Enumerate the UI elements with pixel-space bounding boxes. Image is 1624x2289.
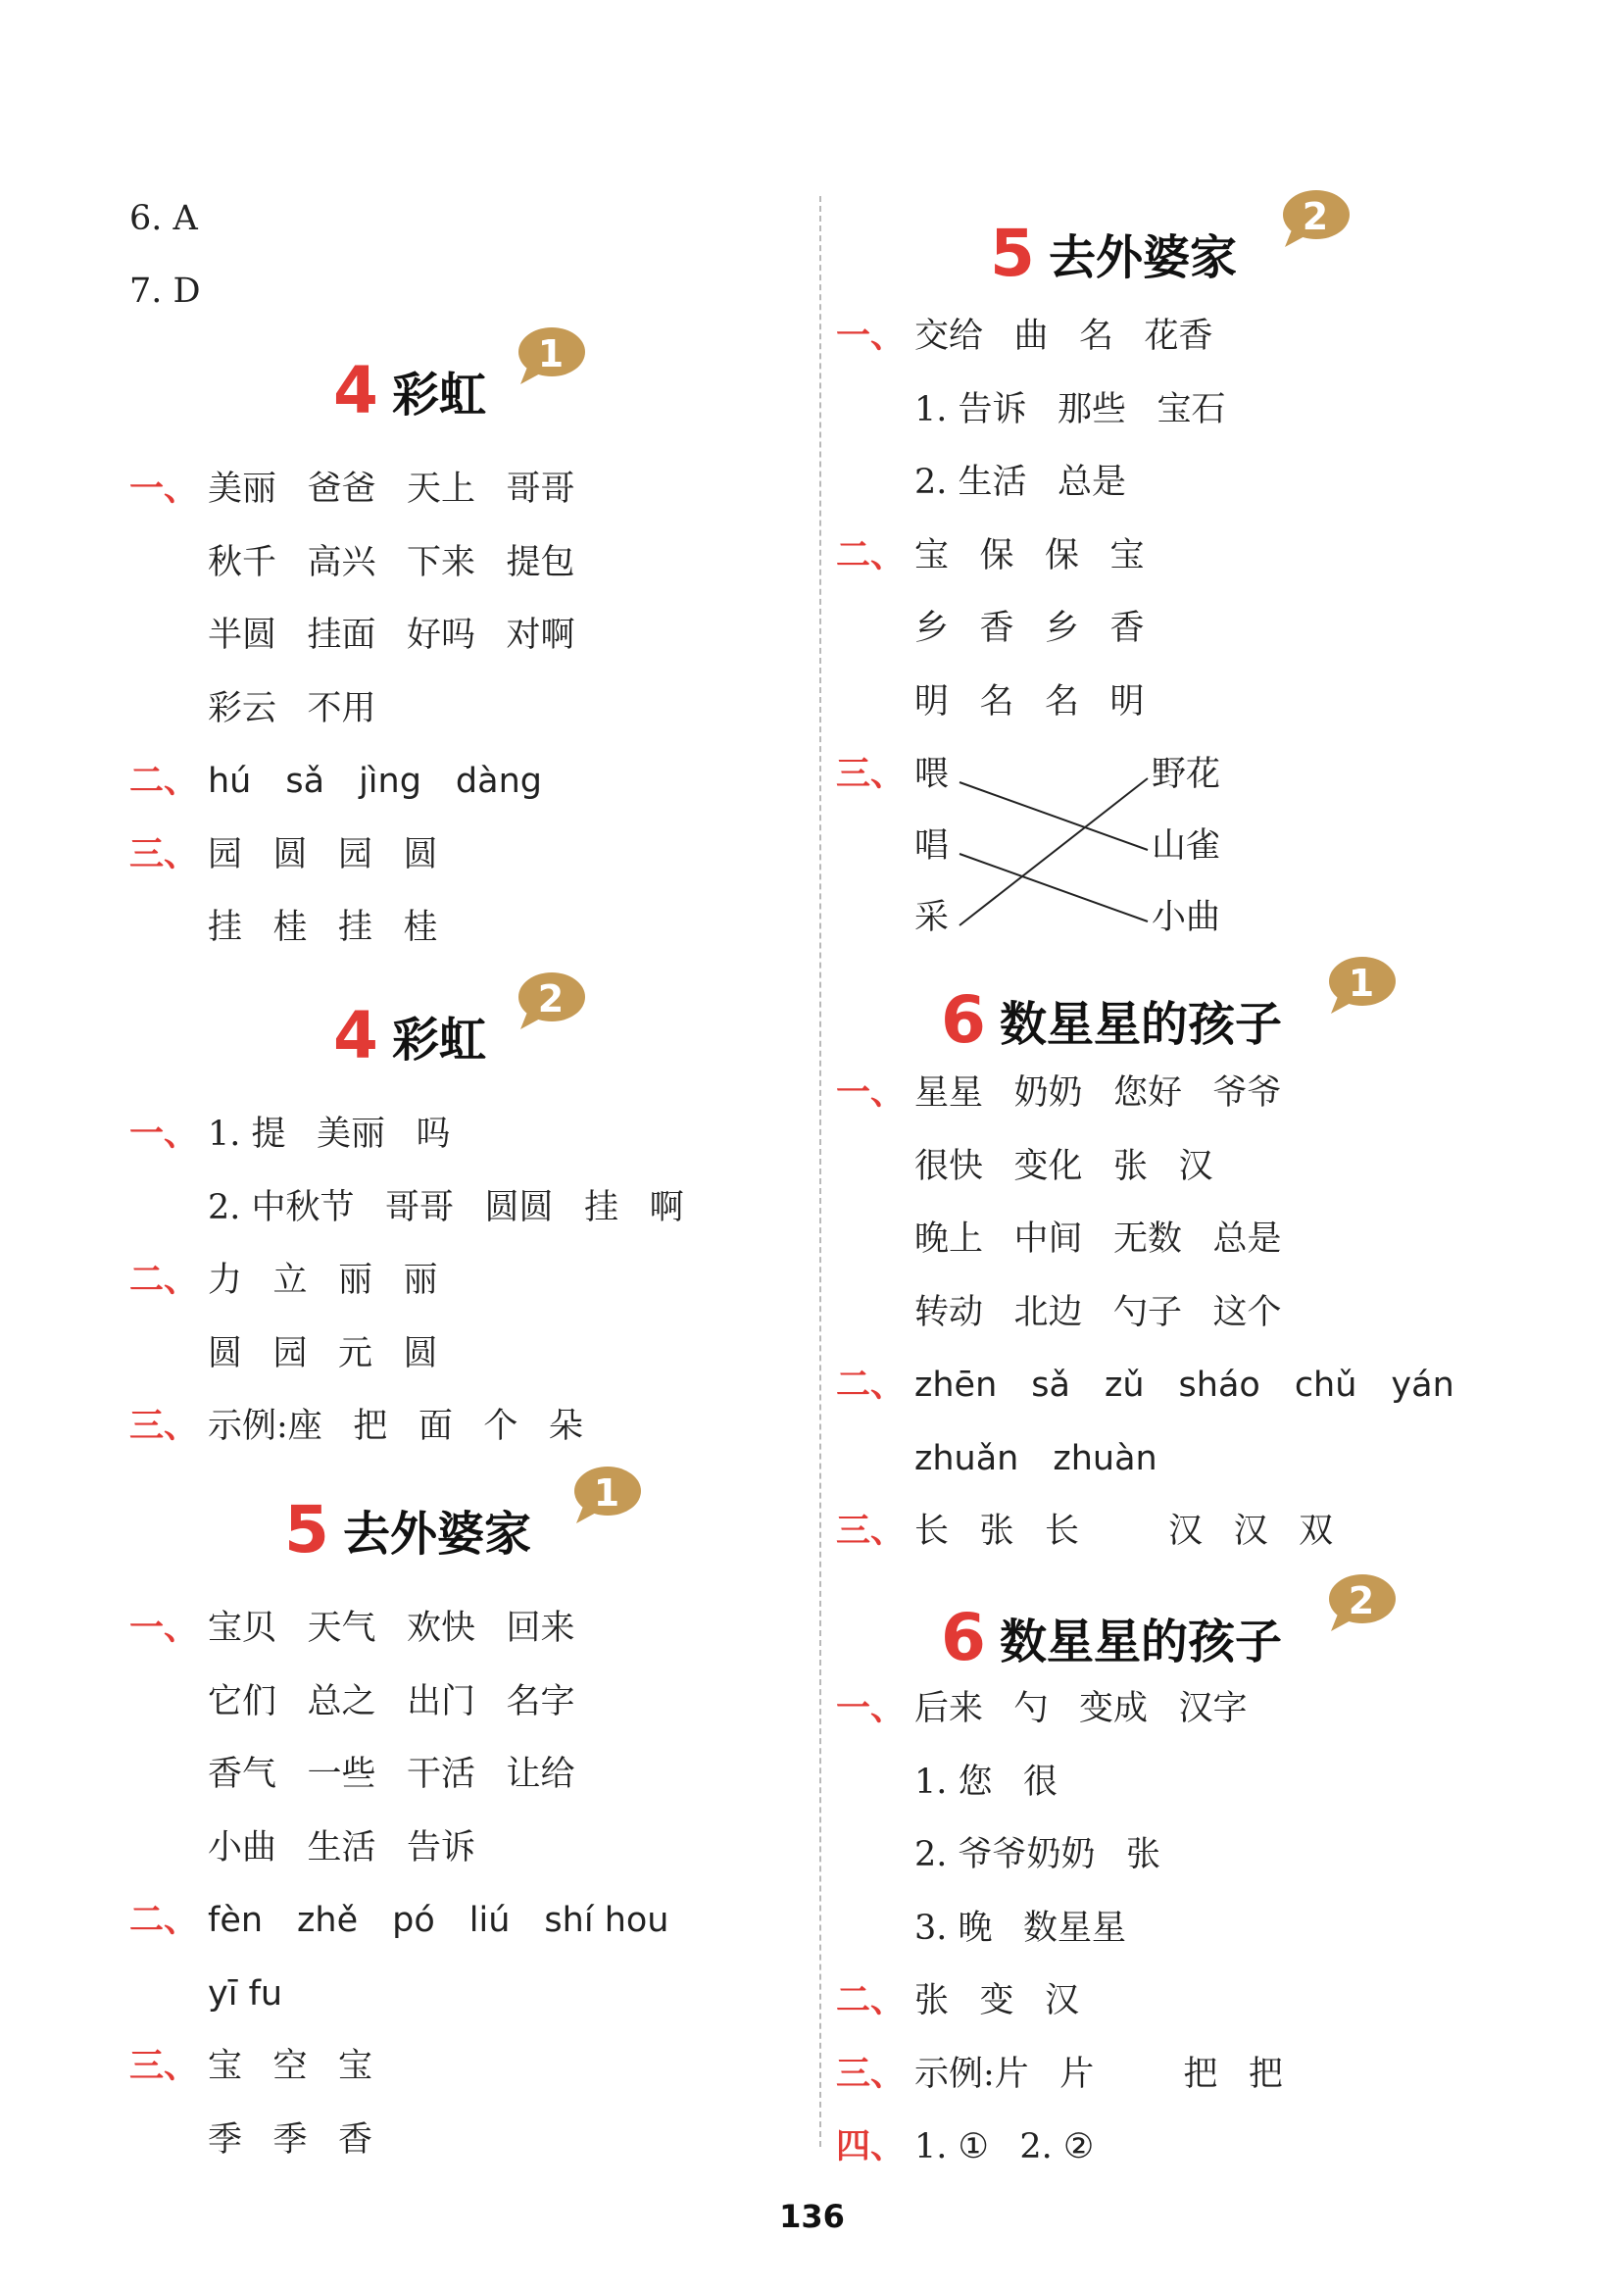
- answer-token: 天气: [307, 1609, 376, 1648]
- answer-token: 2. ②: [1019, 2127, 1095, 2166]
- badge-number: 2: [1302, 195, 1329, 238]
- badge-icon: [1325, 955, 1398, 1016]
- match-left-word: 采: [914, 898, 950, 937]
- answer-tokens: [208, 1677, 575, 1726]
- question-marker: 三、: [129, 2046, 199, 2086]
- question-marker: 二、: [836, 534, 906, 575]
- answer-tokens: [208, 830, 438, 879]
- answer-token: 汉: [1045, 1981, 1080, 2020]
- answer-token: 花香: [1144, 317, 1213, 356]
- answer-line: [836, 1069, 1282, 1118]
- question-marker: 三、: [129, 833, 199, 874]
- answer-token: 总是: [1212, 1219, 1282, 1259]
- badge-number: 1: [593, 1471, 620, 1515]
- question-marker: 二、: [129, 1260, 199, 1300]
- match-line: [960, 854, 1148, 921]
- answer-line: [129, 757, 576, 806]
- answer-token: 张: [979, 1512, 1014, 1551]
- answer-token: 宝: [338, 2047, 373, 2086]
- answer-tokens: [208, 1604, 575, 1653]
- answer-line: [129, 1110, 451, 1159]
- answer-token: 交给: [914, 317, 984, 356]
- answer-token: 哥哥: [385, 1187, 455, 1227]
- answer-token: 把: [353, 1407, 388, 1446]
- answer-line: [836, 1904, 1126, 1953]
- answer-token: 高兴: [307, 542, 376, 582]
- section-title: [333, 998, 486, 1076]
- answer-token: 宝: [208, 2047, 243, 2086]
- question-marker: 二、: [836, 1980, 906, 2020]
- answer-token: 宝贝: [208, 1609, 277, 1648]
- answer-token: fèn: [208, 1901, 264, 1940]
- answer-token: 奶奶: [1013, 1073, 1083, 1113]
- answer-line: [129, 465, 575, 514]
- answer-line: [836, 1507, 1333, 1556]
- lesson-number: 5: [284, 1492, 329, 1567]
- answer-token: 汉: [1178, 1146, 1213, 1186]
- lesson-number: 6: [941, 1600, 986, 1675]
- answer-token: zhēn: [914, 1366, 998, 1405]
- answer-line: [129, 1750, 575, 1799]
- answer-token: 变: [979, 1981, 1014, 2020]
- answer-token: 香: [338, 2119, 373, 2160]
- question-marker: 一、: [129, 469, 199, 509]
- answer-line: [129, 1677, 575, 1726]
- answer-tokens: [914, 1069, 1282, 1118]
- answer-tokens: [914, 531, 1145, 580]
- question-marker: 一、: [836, 1072, 906, 1113]
- answer-token: 元: [338, 1333, 373, 1373]
- answer-token: 勺子: [1113, 1292, 1183, 1332]
- answer-token: 个: [483, 1407, 518, 1446]
- answer-tokens: [914, 1215, 1282, 1264]
- answer-tokens: [208, 1183, 684, 1232]
- answer-token: 回来: [506, 1609, 575, 1648]
- section-title: [990, 216, 1237, 294]
- answer-token: 把: [1248, 2054, 1283, 2094]
- question-marker: 一、: [129, 1114, 199, 1154]
- answer-line: [129, 1969, 317, 2018]
- answer-tokens: [208, 1896, 703, 1945]
- answer-token: 空: [272, 2047, 308, 2086]
- question-marker: 三、: [836, 2053, 906, 2094]
- answer-tokens: [208, 1110, 451, 1159]
- answer-line: [129, 538, 575, 587]
- answer-tokens: [914, 1507, 1333, 1556]
- answer-token: 汉: [1233, 1512, 1268, 1551]
- answer-tokens: [914, 1361, 1489, 1410]
- question-marker: 三、: [836, 754, 906, 794]
- answer-token: 宝: [1109, 535, 1145, 575]
- answer-token: 爸爸: [307, 470, 376, 509]
- answer-token: 让给: [506, 1755, 575, 1794]
- answer-token: 园: [338, 834, 373, 874]
- section-title: [941, 1600, 1282, 1678]
- answer-token: 宝: [914, 535, 950, 575]
- lesson-name: 彩虹: [391, 368, 486, 423]
- answer-line: [836, 677, 1145, 726]
- answer-token: 彩云: [208, 688, 277, 728]
- answer-line: [129, 903, 438, 952]
- answer-token: 星星: [914, 1073, 984, 1113]
- badge-number: 2: [537, 977, 565, 1020]
- answer-token: liú: [468, 1901, 511, 1940]
- column-divider: [819, 196, 821, 2147]
- question-marker: 三、: [836, 1511, 906, 1551]
- lesson-number: 4: [333, 998, 378, 1073]
- answer-token: 1. 提: [208, 1115, 286, 1154]
- answer-token: 挂面: [307, 616, 376, 655]
- page-number: 136: [779, 2198, 845, 2235]
- match-line: [960, 778, 1148, 925]
- lesson-name: 去外婆家: [1048, 230, 1237, 285]
- answer-token: 立: [272, 1261, 308, 1300]
- section-title: [941, 982, 1282, 1061]
- answer-token: 美丽: [317, 1115, 386, 1154]
- answer-token: chǔ: [1294, 1366, 1357, 1405]
- answer-tokens: [914, 1758, 1058, 1807]
- answer-tokens: [914, 385, 1226, 434]
- match-right-word: 野花: [1152, 755, 1221, 794]
- answer-token: shí hou: [544, 1901, 669, 1940]
- badge-icon: [1279, 188, 1352, 249]
- answer-token: 变成: [1079, 1689, 1149, 1728]
- answer-token: zhě: [297, 1901, 359, 1940]
- answer-token: zǔ: [1104, 1366, 1145, 1405]
- answer-tokens: [208, 465, 575, 514]
- answer-token: 园: [208, 834, 243, 874]
- answer-token: 丽: [338, 1261, 373, 1300]
- answer-token: 总是: [1058, 463, 1127, 502]
- lesson-number: 5: [990, 216, 1035, 291]
- answer-tokens: [914, 1142, 1213, 1191]
- answer-line: [836, 531, 1145, 580]
- answer-token: 丽: [403, 1261, 438, 1300]
- answer-tokens: [208, 1969, 317, 2018]
- answer-token: hú: [208, 762, 252, 801]
- answer-token: sǎ: [285, 762, 325, 801]
- answer-token: 示例:片: [914, 2054, 1029, 2094]
- answer-token: 桂: [272, 908, 308, 947]
- answer-token: 面: [418, 1407, 453, 1446]
- answer-line: [129, 1256, 438, 1305]
- answer-line: [129, 830, 438, 879]
- answer-token: 秋千: [208, 542, 277, 582]
- answer-token: 名字: [506, 1681, 575, 1721]
- answer-token: 不用: [307, 688, 376, 728]
- answer-token: 香: [1109, 609, 1145, 648]
- answer-token: zhuàn: [1053, 1438, 1157, 1478]
- answer-token: 中间: [1013, 1219, 1083, 1259]
- lesson-name: 彩虹: [391, 1013, 486, 1068]
- match-left-word: 喂: [914, 755, 950, 794]
- section-title: [333, 353, 486, 431]
- lesson-number: 6: [941, 982, 986, 1058]
- answer-token: 出门: [407, 1681, 476, 1721]
- answer-token: 朵: [548, 1407, 583, 1446]
- answer-token: 3. 晚: [914, 1908, 993, 1948]
- badge-number: 2: [1348, 1579, 1375, 1622]
- answer-token: pó: [392, 1901, 435, 1940]
- answer-token: 明: [1109, 681, 1145, 722]
- answer-token: 它们: [208, 1681, 277, 1721]
- answer-tokens: [208, 538, 575, 587]
- answer-tokens: [208, 903, 438, 952]
- section-title: [284, 1492, 531, 1570]
- answer-token: 片: [1059, 2054, 1095, 2094]
- answer-tokens: [208, 684, 376, 733]
- badge-icon: [1325, 1572, 1398, 1633]
- answer-tokens: [208, 757, 576, 806]
- answer-token: dàng: [455, 762, 542, 801]
- answer-token: 宝石: [1156, 389, 1226, 429]
- badge-icon: [515, 325, 587, 386]
- answer-token: 晚上: [914, 1219, 984, 1259]
- lesson-number: 4: [333, 353, 378, 428]
- answer-line: [836, 1976, 1079, 2025]
- answer-token: 1. 您: [914, 1762, 993, 1802]
- answer-token: 汉字: [1178, 1689, 1248, 1728]
- answer-token: 名: [1045, 681, 1080, 722]
- match-line: [960, 782, 1148, 850]
- answer-token: jìng: [359, 762, 421, 801]
- answer-token: 香: [979, 609, 1014, 648]
- answer-line: [836, 1288, 1282, 1337]
- answer-token: yán: [1391, 1366, 1454, 1405]
- answer-token: 张: [914, 1981, 950, 2020]
- answer-line: [129, 684, 376, 733]
- answer-tokens: [208, 1256, 438, 1305]
- answer-token: 转动: [914, 1292, 984, 1332]
- answer-token: 名: [1079, 317, 1114, 356]
- answer-line: [129, 1823, 475, 1872]
- badge-number: 1: [537, 332, 565, 375]
- answer-token: 圆: [403, 1333, 438, 1373]
- answer-token: 园: [272, 1333, 308, 1373]
- lesson-name: 数星星的孩子: [999, 1615, 1282, 1669]
- answer-tokens: [208, 1750, 575, 1799]
- answer-token: 很: [1023, 1762, 1058, 1802]
- answer-token: 张: [1113, 1146, 1149, 1186]
- answer-token: 啊: [649, 1187, 684, 1227]
- answer-token: 您好: [1113, 1073, 1183, 1113]
- badge-icon: [570, 1465, 643, 1525]
- answer-token: 圆圆: [484, 1187, 554, 1227]
- answer-token: 曲: [1013, 317, 1049, 356]
- answer-token: 提包: [506, 542, 575, 582]
- answer-token: 2. 中秋节: [208, 1187, 355, 1227]
- answer-token: zhuǎn: [914, 1438, 1019, 1478]
- answer-line: [129, 1896, 703, 1945]
- answer-token: 挂: [338, 908, 373, 947]
- answer-token: 圆: [272, 834, 308, 874]
- question-marker: 四、: [836, 2126, 906, 2166]
- answer-token: 勺: [1013, 1689, 1049, 1728]
- match-left-word: 唱: [914, 826, 950, 866]
- answer-token: 哥哥: [506, 470, 575, 509]
- answer-tokens: [914, 1288, 1282, 1337]
- answer-token: 乡: [914, 609, 950, 648]
- answer-token: 生活: [307, 1827, 376, 1867]
- answer-tokens: [914, 1434, 1192, 1483]
- answer-line: 6. A: [129, 199, 198, 238]
- answer-token: 欢快: [407, 1609, 476, 1648]
- answer-line: [129, 1402, 583, 1451]
- answer-tokens: [208, 611, 575, 660]
- answer-line: [836, 2050, 1283, 2099]
- answer-line: [129, 1183, 684, 1232]
- answer-line: 7. D: [129, 272, 201, 311]
- answer-tokens: [208, 2042, 372, 2091]
- answer-token: 数星星: [1023, 1908, 1127, 1948]
- question-marker: 一、: [836, 1688, 906, 1728]
- answer-token: 美丽: [208, 470, 277, 509]
- answer-token: 保: [979, 535, 1014, 575]
- answer-token: 明: [914, 681, 950, 722]
- lesson-name: 数星星的孩子: [999, 997, 1282, 1052]
- answer-token: 双: [1299, 1512, 1334, 1551]
- answer-token: 后来: [914, 1689, 984, 1728]
- question-marker: 一、: [836, 316, 906, 356]
- answer-token: 下来: [407, 542, 476, 582]
- answer-tokens: [914, 1976, 1079, 2025]
- answer-token: 桂: [403, 908, 438, 947]
- answer-line: [836, 1684, 1248, 1733]
- answer-token: 一些: [307, 1755, 376, 1794]
- question-marker: 三、: [129, 1406, 199, 1446]
- answer-tokens: [914, 1684, 1248, 1733]
- answer-token: 张: [1126, 1835, 1161, 1874]
- answer-token: 那些: [1058, 389, 1127, 429]
- answer-line: [836, 1361, 1489, 1410]
- answer-token: 好吗: [407, 616, 476, 655]
- badge-icon: [515, 970, 587, 1031]
- answer-line: [129, 1329, 438, 1378]
- answer-tokens: [208, 1402, 583, 1451]
- answer-line: [129, 2115, 372, 2165]
- answer-token: 这个: [1212, 1292, 1282, 1332]
- answer-token: 对啊: [506, 616, 575, 655]
- lesson-name: 去外婆家: [342, 1507, 531, 1562]
- answer-tokens: [914, 312, 1213, 361]
- answer-token: 长: [914, 1512, 950, 1551]
- question-marker: 二、: [129, 761, 199, 801]
- answer-token: yī fu: [208, 1973, 283, 2014]
- match-right-word: 小曲: [1152, 898, 1221, 937]
- answer-line: [836, 312, 1213, 361]
- answer-tokens: [208, 1823, 475, 1872]
- answer-token: 干活: [407, 1755, 476, 1794]
- answer-line: [129, 611, 575, 660]
- answer-tokens: [914, 1904, 1126, 1953]
- answer-token: sǎ: [1031, 1366, 1070, 1405]
- answer-tokens: [914, 1830, 1160, 1879]
- answer-token: 香气: [208, 1755, 277, 1794]
- answer-token: 季: [272, 2119, 308, 2160]
- answer-token: 无数: [1113, 1219, 1183, 1259]
- answer-token: 季: [208, 2119, 243, 2160]
- answer-tokens: [208, 2115, 372, 2165]
- answer-tokens: [914, 604, 1145, 653]
- answer-tokens: [914, 2122, 1094, 2171]
- question-marker: 二、: [129, 1900, 199, 1940]
- answer-token: 把: [1183, 2054, 1218, 2094]
- answer-token: 力: [208, 1261, 243, 1300]
- answer-token: 名: [979, 681, 1014, 722]
- answer-token: 挂: [584, 1187, 619, 1227]
- answer-token: 长: [1045, 1512, 1080, 1551]
- answer-line: [836, 385, 1226, 434]
- answer-line: [836, 2122, 1094, 2171]
- answer-token: 1. ①: [914, 2127, 989, 2166]
- question-marker: 一、: [129, 1608, 199, 1648]
- answer-token: 天上: [407, 470, 476, 509]
- answer-token: 1. 告诉: [914, 389, 1027, 429]
- answer-token: 吗: [416, 1115, 451, 1154]
- answer-token: 示例:座: [208, 1407, 322, 1446]
- answer-token: sháo: [1178, 1366, 1260, 1405]
- answer-token: 告诉: [407, 1827, 476, 1867]
- answer-token: 2. 爷爷奶奶: [914, 1835, 1096, 1874]
- answer-tokens: [914, 677, 1145, 726]
- answer-token: 总之: [307, 1681, 376, 1721]
- answer-token: 小曲: [208, 1827, 277, 1867]
- answer-tokens: [208, 1329, 438, 1378]
- answer-line: [836, 1434, 1192, 1483]
- answer-line: [836, 1215, 1282, 1264]
- answer-line: [836, 1142, 1213, 1191]
- answer-line: [836, 458, 1126, 507]
- answer-token: 圆: [403, 834, 438, 874]
- answer-line: [836, 1758, 1058, 1807]
- answer-line: [836, 1830, 1160, 1879]
- answer-token: 半圆: [208, 616, 277, 655]
- answer-token: 汉: [1168, 1512, 1204, 1551]
- badge-number: 1: [1348, 962, 1375, 1005]
- match-right-word: 山雀: [1152, 826, 1221, 866]
- answer-token: 很快: [914, 1146, 984, 1186]
- answer-token: 乡: [1045, 609, 1080, 648]
- answer-tokens: [914, 2050, 1283, 2099]
- answer-token: 北边: [1013, 1292, 1083, 1332]
- answer-token: 挂: [208, 908, 243, 947]
- question-marker: 二、: [836, 1365, 906, 1405]
- answer-token: 2. 生活: [914, 463, 1027, 502]
- answer-token: 圆: [208, 1333, 243, 1373]
- answer-line: [836, 604, 1145, 653]
- answer-token: 保: [1045, 535, 1080, 575]
- answer-line: [129, 1604, 575, 1653]
- answer-token: 爷爷: [1212, 1073, 1282, 1113]
- answer-token: 变化: [1013, 1146, 1083, 1186]
- answer-line: [129, 2042, 372, 2091]
- answer-tokens: [914, 458, 1126, 507]
